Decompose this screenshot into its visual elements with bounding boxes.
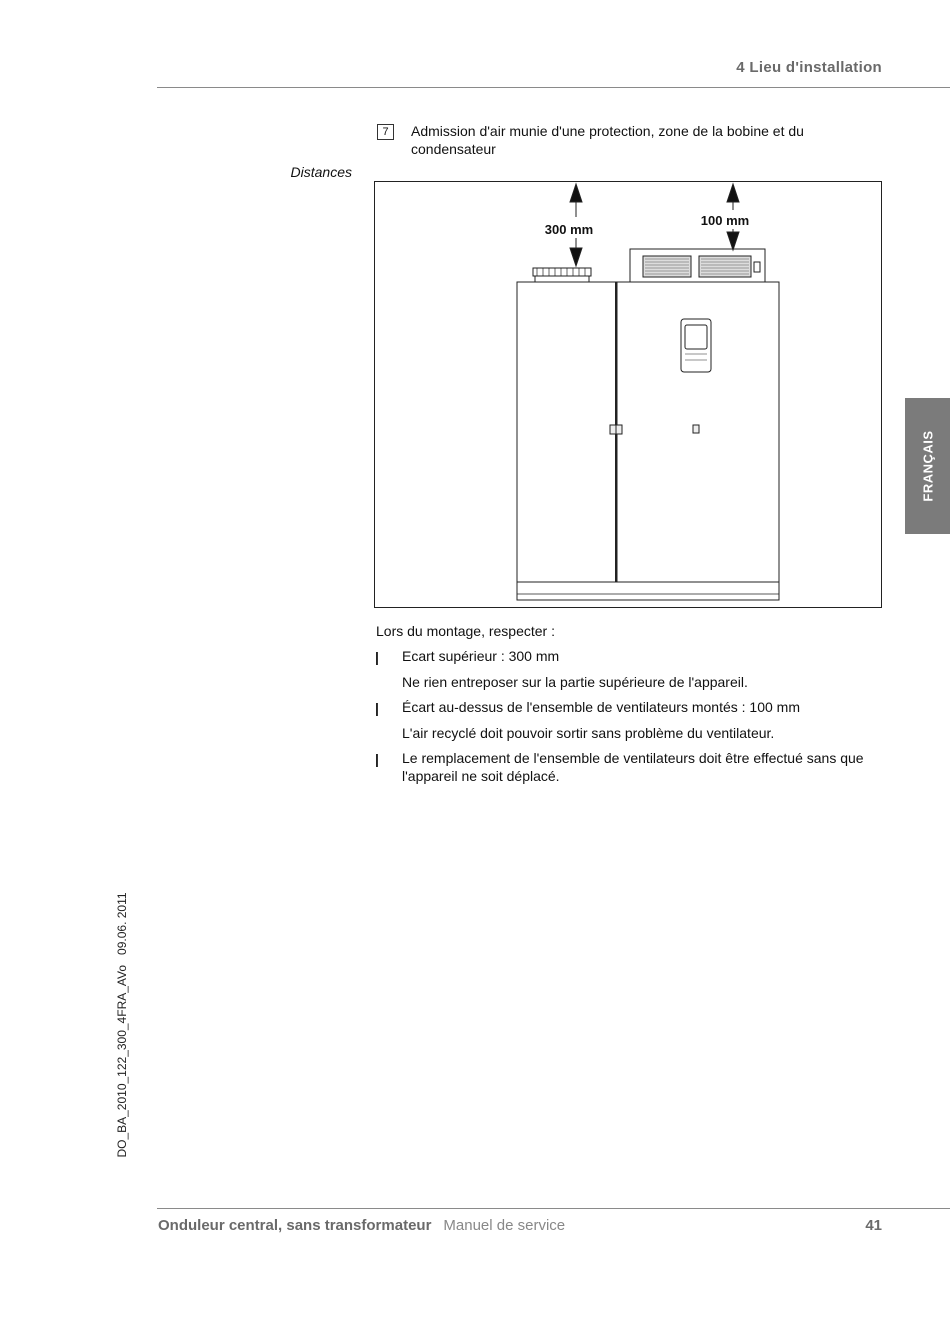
- arrow-down-left-head: [570, 248, 582, 266]
- cabinet-base: [517, 582, 779, 600]
- legend-text: Admission d'air munie d'une protection, zone de la bobine et du condensateur: [411, 123, 804, 157]
- footer-subtitle: Manuel de service: [443, 1217, 566, 1234]
- bullet-marker: |: [375, 649, 379, 665]
- clearance-figure: [374, 181, 882, 608]
- section-title: 4 Lieu d'installation: [736, 59, 882, 76]
- figure-caption: Distances: [290, 164, 352, 180]
- list-item: Écart au-dessus de l'ensemble de ventilateurs montés : 100 mm: [402, 699, 800, 715]
- bullet-marker: |: [375, 751, 379, 767]
- bullet-marker: |: [375, 700, 379, 716]
- legend-number-box: 7: [377, 124, 394, 140]
- language-tab: [905, 398, 950, 534]
- dimension-label-left: 300 mm: [544, 222, 594, 237]
- document-reference: DO_BA_2010_122_300_4FRA_AVo 09.06. 2011: [115, 892, 129, 1158]
- arrow-up-right-head: [727, 184, 739, 202]
- intro-text: Lors du montage, respecter :: [376, 623, 555, 639]
- language-tab-label: FRANÇAIS: [920, 430, 935, 502]
- air-intake-grille: [533, 268, 591, 276]
- footer-title: Onduleur central, sans transformateur: [158, 1217, 432, 1234]
- list-item-note: L'air recyclé doit pouvoir sortir sans problème du ventilateur.: [402, 725, 775, 741]
- footer-title-block: [158, 1217, 565, 1234]
- list-item: Le remplacement de l'ensemble de ventilateurs doit être effectué sans que l'appareil ne soit déplacé.: [402, 750, 864, 784]
- inverter-cabinet-drawing: [375, 182, 881, 607]
- header-rule: [157, 87, 950, 88]
- list-item: Ecart supérieur : 300 mm: [402, 648, 560, 664]
- list-item-note: Ne rien entreposer sur la partie supérieure de l'appareil.: [402, 674, 748, 690]
- arrow-up-left-head: [570, 184, 582, 202]
- footer-rule: [157, 1208, 950, 1209]
- dimension-label-right: 100 mm: [700, 213, 750, 228]
- page-number: 41: [865, 1217, 882, 1234]
- arrow-down-right-head: [727, 232, 739, 250]
- cabinet-left: [517, 282, 617, 582]
